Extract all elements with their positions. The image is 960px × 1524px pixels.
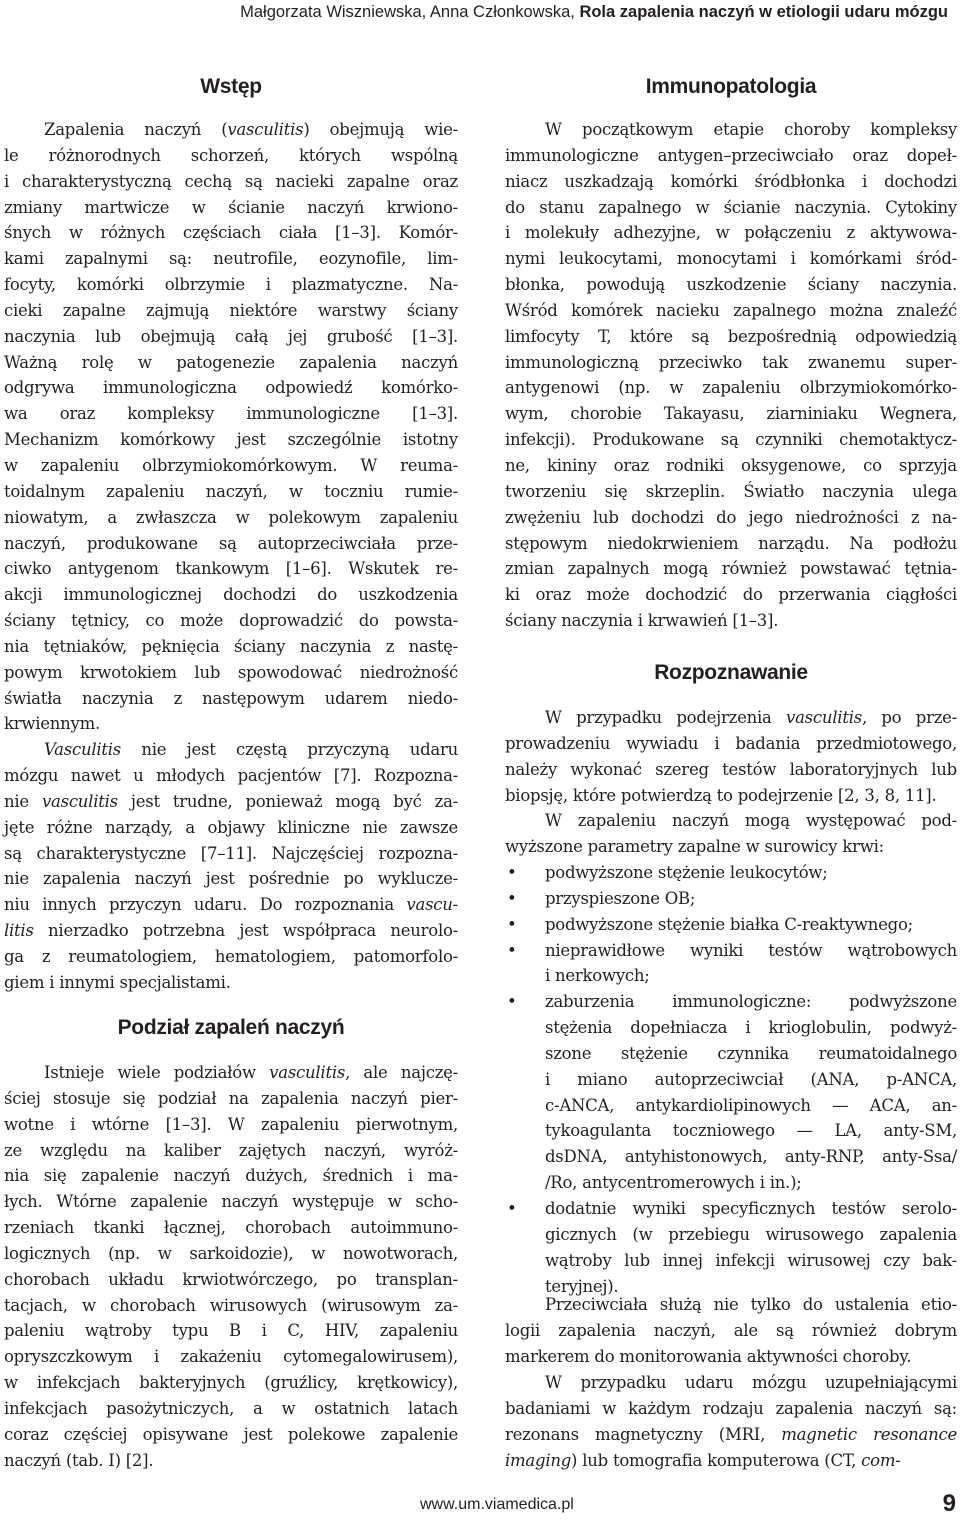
paragraph-podzial: [4, 1060, 458, 1474]
text-line: szone stężenie czynnika reumatoidalnego: [545, 1043, 957, 1063]
text-line: prowadzeniu wywiadu i badania przedmiotowego,: [505, 733, 957, 753]
text-line: gicznych (w przebiegu wirusowego zapalenia: [545, 1224, 957, 1244]
text-line: Vasculitis nie jest częstą przyczyną udaru: [44, 740, 458, 760]
text-line: błonka, powodują uszkodzenie ściany naczynia.: [505, 275, 957, 295]
list-item: [505, 1196, 957, 1299]
text-line: ciwko antygenom tkankowym [1–6]. Wskutek re-: [4, 559, 458, 579]
bullet-icon: •: [507, 888, 517, 908]
text-line: ne, kininy oraz rodniki oksygenowe, co sprzyja: [505, 455, 957, 475]
paragraph-immunopatologia: [505, 117, 957, 634]
text-line: naczyń, produkowane są autoprzeciwciała prze-: [4, 533, 458, 553]
text-line: w infekcjach bakteryjnych (gruźlicy, krętkowicy),: [4, 1373, 458, 1393]
text-line: /Ro, antycentromerowych i in.);: [545, 1173, 802, 1193]
text-line: focyty, komórki olbrzymie i plazmatyczne. Na-: [4, 275, 458, 295]
paragraph-wstep: [4, 117, 458, 996]
text-line: śnych w różnych częściach ciała [1–3]. Komór-: [4, 223, 458, 243]
text-line: odgrywa immunologiczna odpowiedź komórko-: [4, 378, 458, 398]
text-line: są charakterystyczne [7–11]. Najczęściej rozpozna-: [4, 843, 458, 863]
text-line: podwyższone stężenie białka C-reaktywnego;: [545, 914, 913, 934]
text-line: ga z reumatologiem, hematologiem, patomorfolo-: [4, 947, 458, 966]
text-line: ze względu na kaliber zajętych naczyń, wyróż-: [4, 1140, 458, 1160]
header-article-title: Rola zapalenia naczyń w etiologii udaru mózgu: [579, 3, 948, 21]
text-line: powym krwotokiem lub spowodować niedrożność: [4, 662, 458, 682]
text-line: markerem do monitorowania aktywności choroby.: [505, 1346, 912, 1366]
text-line: zaburzenia immunologiczne: podwyższone: [545, 992, 957, 1012]
text-line: teryjnej).: [545, 1276, 619, 1296]
text-line: niowatym, a zwłaszcza w polekowym zapaleniu: [4, 507, 458, 527]
text-line: litis nierzadko potrzebna jest współpraca neurolo-: [4, 921, 458, 941]
footer-url: www.um.viamedica.pl: [420, 1496, 574, 1513]
lab-findings-list: [505, 860, 957, 1299]
text-line: ściej stosuje się podział na zapalenia naczyń pier-: [4, 1088, 458, 1108]
text-line: limfocyty T, które są bezpośrednią odpowiedzią: [505, 326, 957, 346]
heading-wstep: Wstęp: [200, 75, 262, 98]
text-line: Mechanizm komórkowy jest szczególnie istotny: [4, 430, 458, 450]
text-line: ki oraz może dochodzić do przerwania ciągłości: [505, 585, 957, 605]
text-line: nie zapalenia naczyń jest pośrednie po wyklucze-: [4, 869, 458, 889]
text-line: tykoagulanta toczniowego — LA, anty-SM,: [545, 1121, 957, 1141]
text-line: przyspieszone OB;: [545, 888, 696, 908]
text-line: W zapaleniu naczyń mogą występować pod-: [545, 811, 957, 830]
text-line: należy wykonać szereg testów laboratoryjnych lub: [505, 759, 957, 779]
text-line: Zapalenia naczyń (vasculitis) obejmują wie-: [44, 120, 458, 139]
text-line: giem i innymi specjalistami.: [4, 972, 231, 992]
text-line: badaniami w każdym rodzaju zapalenia naczyń są:: [505, 1398, 957, 1418]
text-line: i charakterystyczną cechą są nacieki zapalne oraz: [4, 171, 458, 191]
text-line: chorobach układu krwiotwórczego, po transplan-: [4, 1269, 458, 1289]
bullet-icon: •: [507, 1198, 517, 1218]
text-line: Przeciwciała służą nie tylko do ustalenia etio-: [545, 1295, 957, 1314]
bullet-icon: •: [507, 940, 517, 960]
text-line: w zapaleniu olbrzymiokomórkowym. W reuma-: [4, 455, 458, 475]
text-line: nieprawidłowe wyniki testów wątrobowych: [545, 940, 957, 960]
text-line: ściany naczynia i krwawień [1–3].: [505, 611, 779, 631]
text-line: wątroby lub innej infekcji wirusowej czy bak-: [545, 1250, 957, 1270]
heading-podzial: Podział zapaleń naczyń: [117, 1016, 345, 1039]
text-line: mózgu nawet u młodych pacjentów [7]. Rozpozna-: [4, 766, 458, 786]
heading-rozpoznawanie: Rozpoznawanie: [654, 661, 808, 684]
text-line: Ważną rolę w patogenezie zapalenia naczyń: [4, 352, 458, 372]
heading-immunopatologia: Immunopatologia: [645, 75, 817, 98]
text-line: Istnieje wiele podziałów vasculitis, ale najczę-: [44, 1063, 458, 1082]
text-line: stężenia dopełniacza i krioglobulin, podwyż-: [545, 1018, 957, 1038]
list-item: [505, 989, 957, 1196]
text-line: podwyższone stężenie leukocytów;: [545, 863, 828, 882]
text-line: cieki zapalne zajmują niektóre warstwy ściany: [4, 300, 458, 320]
text-line: rezonans magnetyczny (MRI, magnetic resonance: [505, 1424, 957, 1444]
text-line: paleniu wątroby typu B i C, HIV, zapaleniu: [4, 1321, 458, 1341]
text-line: logicznych (np. w sarkoidozie), w nowotworach,: [4, 1243, 458, 1263]
text-line: zwężeniu lub dochodzi do jego niedrożności z na-: [505, 507, 957, 527]
text-line: krwiennym.: [4, 714, 101, 734]
text-line: stępowym niedokrwieniem narządu. Na podłożu: [505, 533, 957, 553]
text-line: opryszczkowym i zakażeniu cytomegalowirusem),: [4, 1347, 458, 1367]
text-line: Wśród komórek nacieku zapalnego można znaleźć: [505, 300, 957, 320]
text-line: le różnorodnych schorzeń, których wspólną: [4, 145, 458, 165]
text-line: wotne i wtórne [1–3]. W zapaleniu pierwotnym,: [4, 1114, 458, 1134]
paragraph-rozpoznawanie-3: [505, 1292, 957, 1370]
bullet-icon: •: [507, 863, 517, 882]
text-line: nie vasculitis jest trudne, ponieważ mogą być za-: [4, 791, 458, 811]
text-line: immunologiczną przeciwko tak zwanemu super-: [505, 352, 957, 372]
text-line: wym, chorobie Takayasu, ziarniniaku Wegnera,: [505, 404, 957, 424]
list-item: [505, 912, 957, 938]
list-item: [505, 860, 957, 886]
text-line: rzeniach tkanki łącznej, chorobach autoimmuno-: [4, 1218, 458, 1238]
running-header: [240, 3, 948, 22]
list-item: [505, 886, 957, 912]
text-line: naczyń (tab. I) [2].: [4, 1450, 154, 1470]
text-line: W przypadku udaru mózgu uzupełniającymi: [545, 1373, 957, 1392]
bullet-icon: •: [507, 992, 517, 1012]
text-line: toidalnym zapaleniu naczyń, w toczniu rumie-: [4, 481, 458, 501]
text-line: W przypadku podejrzenia vasculitis, po prze-: [545, 708, 957, 727]
text-line: wyższone parametry zapalne w surowicy krwi:: [505, 836, 884, 856]
list-item: [505, 938, 957, 990]
text-line: nia tętniaków, pęknięcia ściany naczynia z nastę-: [4, 636, 458, 656]
text-line: coraz częściej opisywane jest polekowe zapalenie: [4, 1424, 458, 1444]
text-line: naczynia lub obejmują całą jej grubość [1–3].: [4, 326, 458, 346]
text-line: tworzeniu się skrzeplin. Światło naczynia ulega: [505, 481, 957, 501]
text-line: nymi leukocytami, monocytami i komórkami śród-: [505, 249, 957, 269]
text-line: nia się zapalenie naczyń dużych, średnich i ma-: [4, 1166, 458, 1186]
paragraph-rozpoznawanie-4: [505, 1370, 957, 1473]
text-line: ściany tętnicy, co może doprowadzić do powsta-: [4, 611, 458, 631]
text-line: kami zapalnymi są: neutrofile, eozynofile, lim-: [4, 249, 458, 269]
paragraph-rozpoznawanie-2: [505, 808, 957, 860]
text-line: zmiany martwicze w ścianie naczyń krwiono-: [4, 197, 458, 217]
text-line: wa oraz kompleksy immunologiczne [1–3].: [4, 404, 458, 424]
text-line: infekcjach pasożytniczych, a w ostatnich latach: [4, 1398, 458, 1418]
text-line: akcji immunologicznej dochodzi do uszkodzenia: [4, 585, 458, 605]
text-line: i nerkowych;: [545, 966, 650, 986]
text-line: infekcji). Produkowane są czynniki chemotaktycz-: [505, 430, 957, 450]
text-line: logii zapalenia naczyń, ale są również dobrym: [505, 1320, 957, 1340]
text-line: jęte różne narządy, a objawy kliniczne nie zawsze: [4, 817, 458, 837]
bullet-icon: •: [507, 914, 517, 934]
text-line: łych. Wtórne zapalenie naczyń występuje w scho-: [4, 1192, 458, 1212]
text-line: dodatnie wyniki specyficznych testów serolo-: [545, 1198, 957, 1218]
paragraph-rozpoznawanie-1: [505, 705, 957, 808]
text-line: zmian zapalnych mogą również powstawać tętnia-: [505, 559, 957, 579]
text-line: i miano autoprzeciwciał (ANA, p-ANCA,: [545, 1069, 957, 1089]
text-line: antygenowi (np. w zapaleniu olbrzymiokomórko-: [505, 378, 957, 398]
text-line: dsDNA, antyhistonowych, anty-RNP, anty-Ssa/: [545, 1147, 957, 1167]
text-line: niacz uszkadzają komórki śródbłonka i dochodzi: [505, 171, 957, 191]
text-line: imaging) lub tomografia komputerowa (CT, com-: [505, 1450, 901, 1470]
text-line: i molekuły adhezyjne, w połączeniu z aktywowa-: [505, 223, 957, 243]
text-line: c-ANCA, antykardiolipinowych — ACA, an-: [545, 1095, 957, 1115]
header-authors: Małgorzata Wiszniewska, Anna Członkowska,: [240, 3, 575, 21]
text-line: W początkowym etapie choroby kompleksy: [545, 120, 957, 139]
text-line: światła naczynia z następowym udarem niedo-: [4, 688, 458, 708]
text-line: niu innych przyczyn udaru. Do rozpoznania vascu-: [4, 895, 458, 915]
text-line: do stanu zapalnego w ścianie naczynia. Cytokiny: [505, 197, 957, 217]
page-number: 9: [942, 1490, 956, 1517]
text-line: tacjach, w chorobach wirusowych (wirusowym za-: [4, 1295, 458, 1315]
text-line: immunologiczne antygen–przeciwciało oraz dopeł-: [505, 145, 957, 165]
text-line: biopsję, które potwierdzą to podejrzenie [2, 3, 8, 11].: [505, 785, 937, 805]
